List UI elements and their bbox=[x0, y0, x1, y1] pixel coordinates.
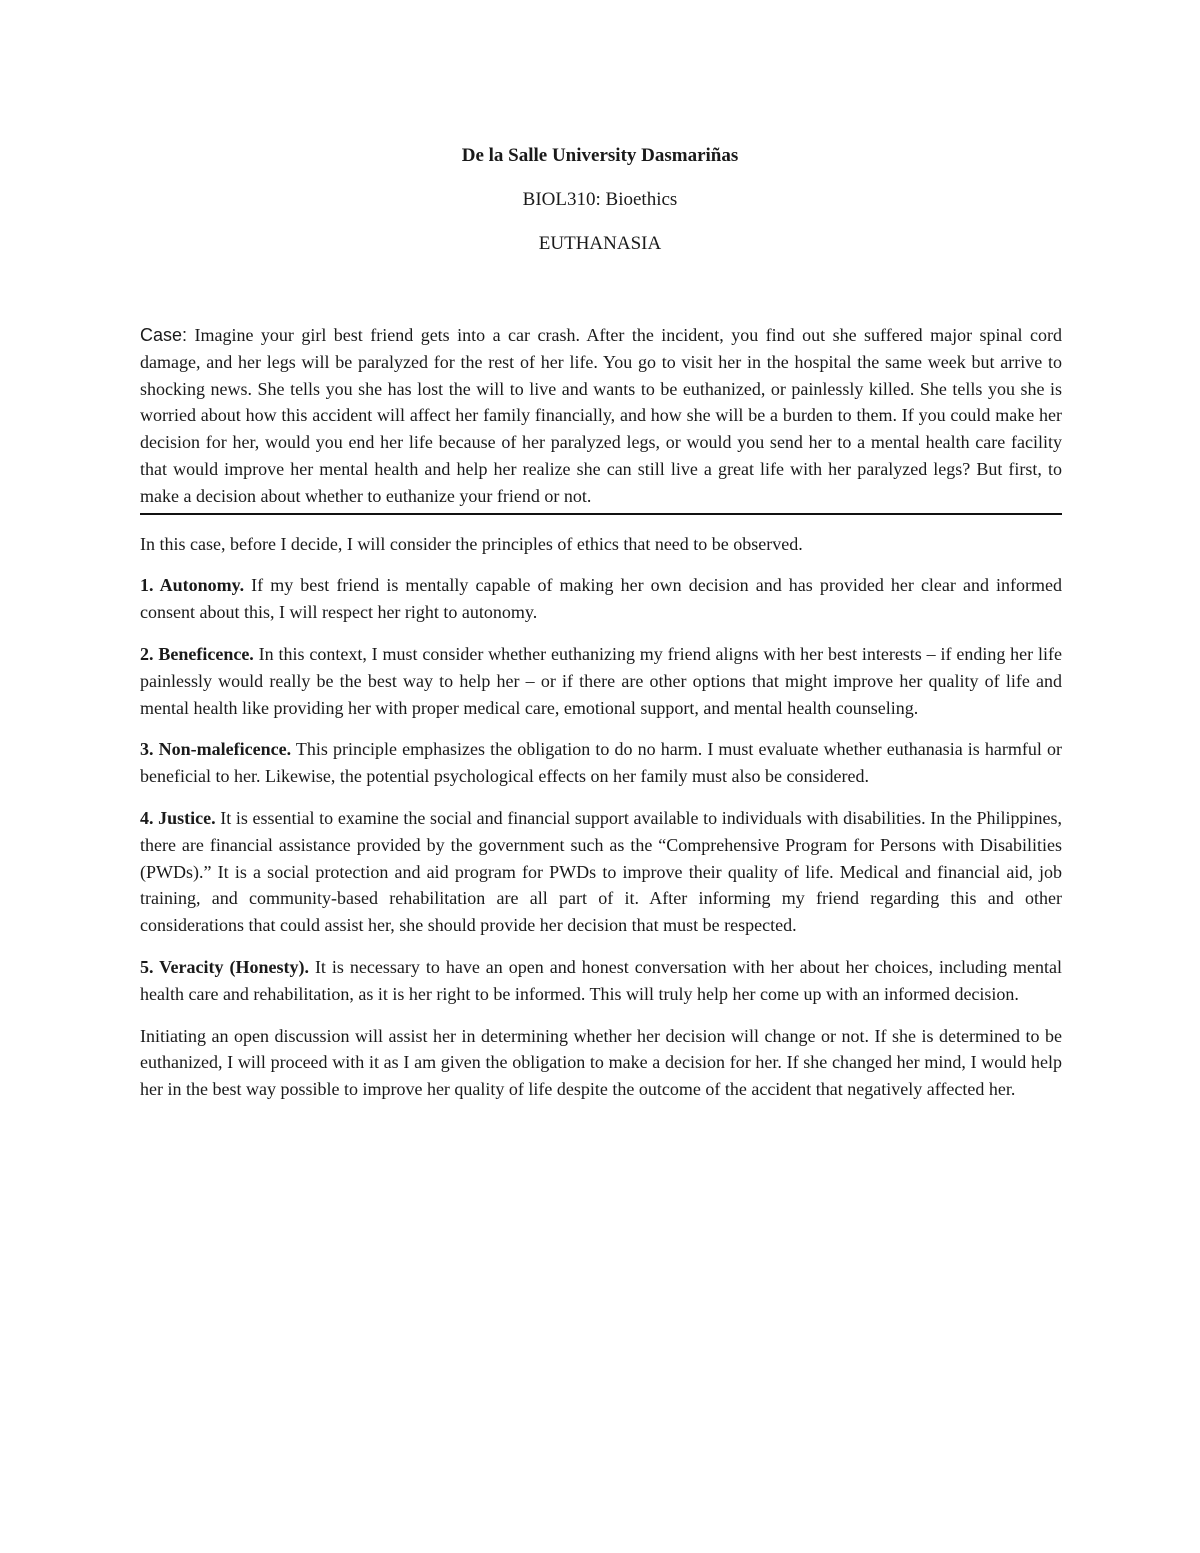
principle-justice bbox=[140, 805, 1062, 939]
principle-text: This principle emphasizes the obligation to do no harm. I must evaluate whether euthanasia is harmful or beneficial to her. Likewise, the potential psychological effects on her family must also be considered. bbox=[140, 739, 1063, 787]
case-paragraph bbox=[140, 322, 1062, 510]
principle-term: 1. Autonomy. bbox=[140, 575, 245, 596]
case-text: Imagine your girl best friend gets into a car crash. After the incident, you find out she suffered major spinal cord damage, and her legs will be paralyzed for the rest of her life. You go to visit her in the hospital the same week but arrive to shocking news. She tells you she has lost the will to live and wants to be euthanized, or painlessly killed. She tells you she is worried about how this accident will affect her family financially, and how she will be a burden to them. If you could make her decision for her, would you end her life because of her paralyzed legs, or would you send her to a mental health care facility that would improve her mental health and help her realize she can still live a great life with her paralyzed legs? But first, to make a decision about whether to euthanize your friend or not. bbox=[140, 325, 1062, 506]
principle-term: 5. Veracity (Honesty). bbox=[140, 956, 309, 977]
university-name: De la Salle University Dasmariñas bbox=[461, 145, 739, 166]
principle-text: In this context, I must consider whether euthanizing my friend aligns with her best interests – if ending her life painlessly would really be the best way to help her – or if there are other options that might improve her quality of life and mental health like providing her with proper medical care, emotional support, and mental health counseling. bbox=[140, 643, 1062, 718]
course-title: BIOL310: Bioethics bbox=[522, 189, 678, 210]
principle-non-maleficence bbox=[140, 736, 1062, 790]
conclusion-paragraph: Initiating an open discussion will assist her in determining whether her decision will change or not. If she is determined to be euthanized, I will proceed with it as I am given the obligation to make a decision for her. If she changed her mind, I would help her in the best way possible to improve her quality of life despite the outcome of the accident that negatively affected her. bbox=[140, 1025, 1062, 1100]
principle-term: 2. Beneficence. bbox=[140, 643, 254, 664]
principle-autonomy bbox=[140, 572, 1062, 626]
principle-text: It is essential to examine the social and financial support available to individuals with disabilities. In the Philippines, there are financial assistance provided by the government such as the “Comprehensive Program for Persons with Disabilities (PWDs).” It is a social protection and aid program for PWDs to improve their quality of life. Medical and financial aid, job training, and community-based rehabilitation are all part of it. After informing my friend regarding this and other considerations that could assist her, she should provide her decision that must be respected. bbox=[140, 807, 1062, 936]
principle-term: 3. Non-maleficence. bbox=[140, 739, 292, 760]
principle-beneficence bbox=[140, 641, 1062, 721]
intro-paragraph: In this case, before I decide, I will consider the principles of ethics that need to be observed. bbox=[140, 533, 803, 554]
document-body bbox=[140, 322, 1062, 1118]
section-divider bbox=[140, 513, 1062, 515]
document-topic: EUTHANASIA bbox=[538, 233, 662, 254]
principle-term: 4. Justice. bbox=[140, 807, 216, 828]
document-header bbox=[0, 142, 1200, 274]
principle-text: It is necessary to have an open and honest conversation with her about her choices, including mental health care and rehabilitation, as it is her right to be informed. This will truly help her come up with an informed decision. bbox=[140, 956, 1062, 1004]
principle-text: If my best friend is mentally capable of making her own decision and has provided her clear and informed consent about this, I will respect her right to autonomy. bbox=[140, 575, 1062, 623]
principle-veracity bbox=[140, 954, 1062, 1008]
case-label: Case: bbox=[140, 325, 188, 345]
